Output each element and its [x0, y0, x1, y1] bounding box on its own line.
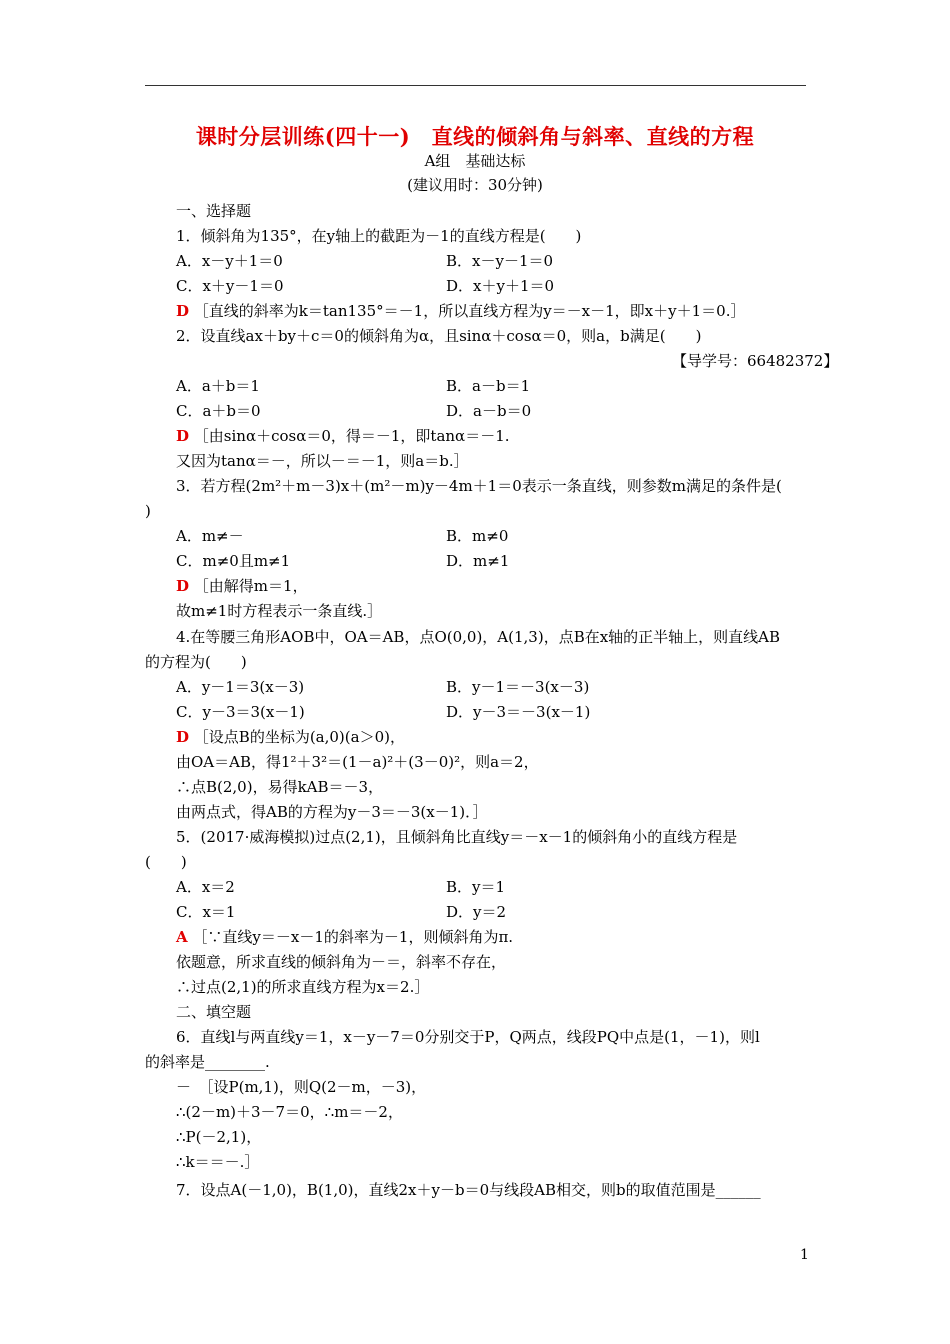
line-text: ) — [145, 502, 151, 520]
text-line — [176, 702, 305, 722]
line-text: 的斜率是________. — [145, 1053, 270, 1071]
text-line — [176, 777, 383, 797]
text-line — [176, 1002, 251, 1022]
group-heading: A组 基础达标 — [424, 152, 526, 170]
text-line — [446, 877, 505, 897]
line-text: A．a＋b＝1 — [176, 377, 260, 395]
line-text: 【导学号：66482372】 — [672, 352, 839, 370]
line-text: C．a＋b＝0 — [176, 402, 261, 420]
line-text: A．x＝2 — [176, 878, 235, 896]
text-line — [446, 902, 506, 922]
line-text: 又因为tanα＝－，所以－＝－1，则a＝b.］ — [176, 452, 469, 470]
text-line — [446, 276, 554, 296]
line-text: D．a－b＝0 — [446, 402, 532, 420]
text-line — [145, 1052, 270, 1072]
text-line — [176, 476, 782, 496]
text-line — [176, 601, 382, 621]
line-text: 2．设直线ax＋by＋c＝0的倾斜角为α，且sinα＋cosα＝0，则a，b满足( ) — [176, 327, 702, 345]
line-text: 3．若方程(2m²＋m－3)x＋(m²－m)y－4m＋1＝0表示一条直线，则参数m满足的条件是( — [176, 477, 782, 495]
line-text: B．x－y－1＝0 — [446, 252, 554, 270]
text-line — [176, 1180, 761, 1200]
line-text: C．y－3＝3(x－1) — [176, 703, 305, 721]
text-line — [176, 827, 737, 847]
line-text: C．x＝1 — [176, 903, 236, 921]
text-line — [446, 551, 509, 571]
line-text: ∴(2－m)＋3－7＝0，∴m＝－2， — [176, 1103, 403, 1121]
text-line — [176, 376, 260, 396]
text-line — [176, 301, 745, 321]
line-text: ∴点B(2,0)，易得kAB＝－3， — [176, 778, 384, 796]
line-text: ∴k＝＝－.］ — [176, 1153, 260, 1171]
text-line — [145, 652, 247, 672]
line-text: ［设点B的坐标为(a,0)(a＞0)， — [193, 728, 405, 746]
text-line — [176, 551, 290, 571]
page-title: 课时分层训练(四十一) 直线的倾斜角与斜率、直线的方程 — [195, 124, 755, 149]
text-line — [176, 401, 261, 421]
text-line — [176, 727, 405, 747]
text-line — [176, 251, 283, 271]
line-text: D．m≠1 — [446, 552, 510, 570]
line-text: ［直线的斜率为k＝tan135°＝－1，所以直线方程为y＝－x－1，即x＋y＋1＝0.］ — [193, 302, 746, 320]
text-line — [176, 802, 488, 822]
line-text: D．y＝2 — [446, 903, 507, 921]
answer-letter: A — [176, 928, 188, 946]
line-text: ∴过点(2,1)的所求直线方程为x＝2.］ — [176, 978, 430, 996]
answer-letter: D — [176, 577, 190, 595]
line-text: 一、选择题 — [176, 202, 252, 220]
text-line — [672, 351, 838, 371]
text-line — [176, 201, 251, 221]
line-text: A．m≠－ — [176, 527, 244, 545]
text-line — [176, 952, 506, 972]
text-line — [446, 401, 531, 421]
line-text: B．m≠0 — [446, 527, 509, 545]
line-text: 由OA＝AB，得1²＋3²＝(1－a)²＋(3－0)²，则a＝2， — [176, 753, 539, 771]
line-text: － ［设P(m,1)，则Q(2－m，－3)， — [176, 1078, 427, 1096]
text-line — [446, 702, 590, 722]
text-line — [176, 226, 581, 246]
line-text: ［由解得m＝1， — [193, 577, 308, 595]
line-text: 的方程为( ) — [145, 653, 247, 671]
line-text: 5．(2017·威海模拟)过点(2,1)，且倾斜角比直线y＝－x－1的倾斜角小的直线方程是 — [176, 828, 738, 846]
text-line — [145, 501, 151, 521]
line-text: 1．倾斜角为135°，在y轴上的截距为－1的直线方程是( ) — [176, 227, 582, 245]
text-line — [176, 902, 235, 922]
text-line — [446, 526, 508, 546]
text-line — [176, 677, 304, 697]
line-text: D．y－3＝－3(x－1) — [446, 703, 591, 721]
line-text: C．m≠0且m≠1 — [176, 552, 291, 570]
answer-letter: D — [176, 302, 190, 320]
text-line — [446, 376, 530, 396]
text-line — [145, 852, 187, 872]
header-rule — [145, 85, 806, 86]
time-hint: (建议用时：30分钟) — [407, 176, 543, 194]
text-line — [446, 251, 553, 271]
line-text: ［∵直线y＝－x－1的斜率为－1，则倾斜角为π. — [192, 928, 514, 946]
text-line — [176, 526, 244, 546]
line-text: C．x＋y－1＝0 — [176, 277, 284, 295]
line-text: ［由sinα＋cosα＝0，得＝－1，即tanα＝－1. — [193, 427, 510, 445]
text-line — [176, 1102, 403, 1122]
answer-letter: D — [176, 728, 190, 746]
text-line — [176, 752, 539, 772]
text-line — [176, 451, 469, 471]
line-text: 7．设点A(－1,0)，B(1,0)，直线2x＋y－b＝0与线段AB相交，则b的取值范围是______ — [176, 1181, 761, 1199]
text-line — [176, 877, 235, 897]
line-text: ( ) — [145, 853, 187, 871]
text-line — [176, 276, 284, 296]
text-line — [446, 677, 589, 697]
text-line — [176, 326, 701, 346]
page-number: 1 — [800, 1247, 809, 1263]
text-line — [176, 627, 780, 647]
text-line — [176, 1152, 259, 1172]
line-text: A．x－y＋1＝0 — [176, 252, 283, 270]
line-text: B．y＝1 — [446, 878, 506, 896]
text-line — [176, 927, 513, 947]
line-text: B．y－1＝－3(x－3) — [446, 678, 590, 696]
text-line — [176, 1077, 426, 1097]
text-line — [176, 1127, 261, 1147]
line-text: 依题意，所求直线的倾斜角为－＝，斜率不存在， — [176, 953, 507, 971]
answer-letter: D — [176, 427, 190, 445]
text-line — [176, 426, 510, 446]
text-line — [176, 977, 429, 997]
text-line — [176, 1027, 760, 1047]
line-text: 6．直线l与两直线y＝1，x－y－7＝0分别交于P，Q两点，线段PQ中点是(1，－1)，则l — [176, 1028, 760, 1046]
line-text: A．y－1＝3(x－3) — [176, 678, 305, 696]
line-text: ∴P(－2,1)， — [176, 1128, 262, 1146]
line-text: 由两点式，得AB的方程为y－3＝－3(x－1)．］ — [176, 803, 488, 821]
line-text: D．x＋y＋1＝0 — [446, 277, 555, 295]
text-line — [176, 576, 308, 596]
line-text: B．a－b＝1 — [446, 377, 531, 395]
line-text: 故m≠1时方程表示一条直线.］ — [176, 602, 383, 620]
line-text: 二、填空题 — [176, 1003, 252, 1021]
line-text: 4.在等腰三角形AOB中，OA＝AB，点O(0,0)，A(1,3)，点B在x轴的正半轴上，则直线AB — [176, 628, 781, 646]
